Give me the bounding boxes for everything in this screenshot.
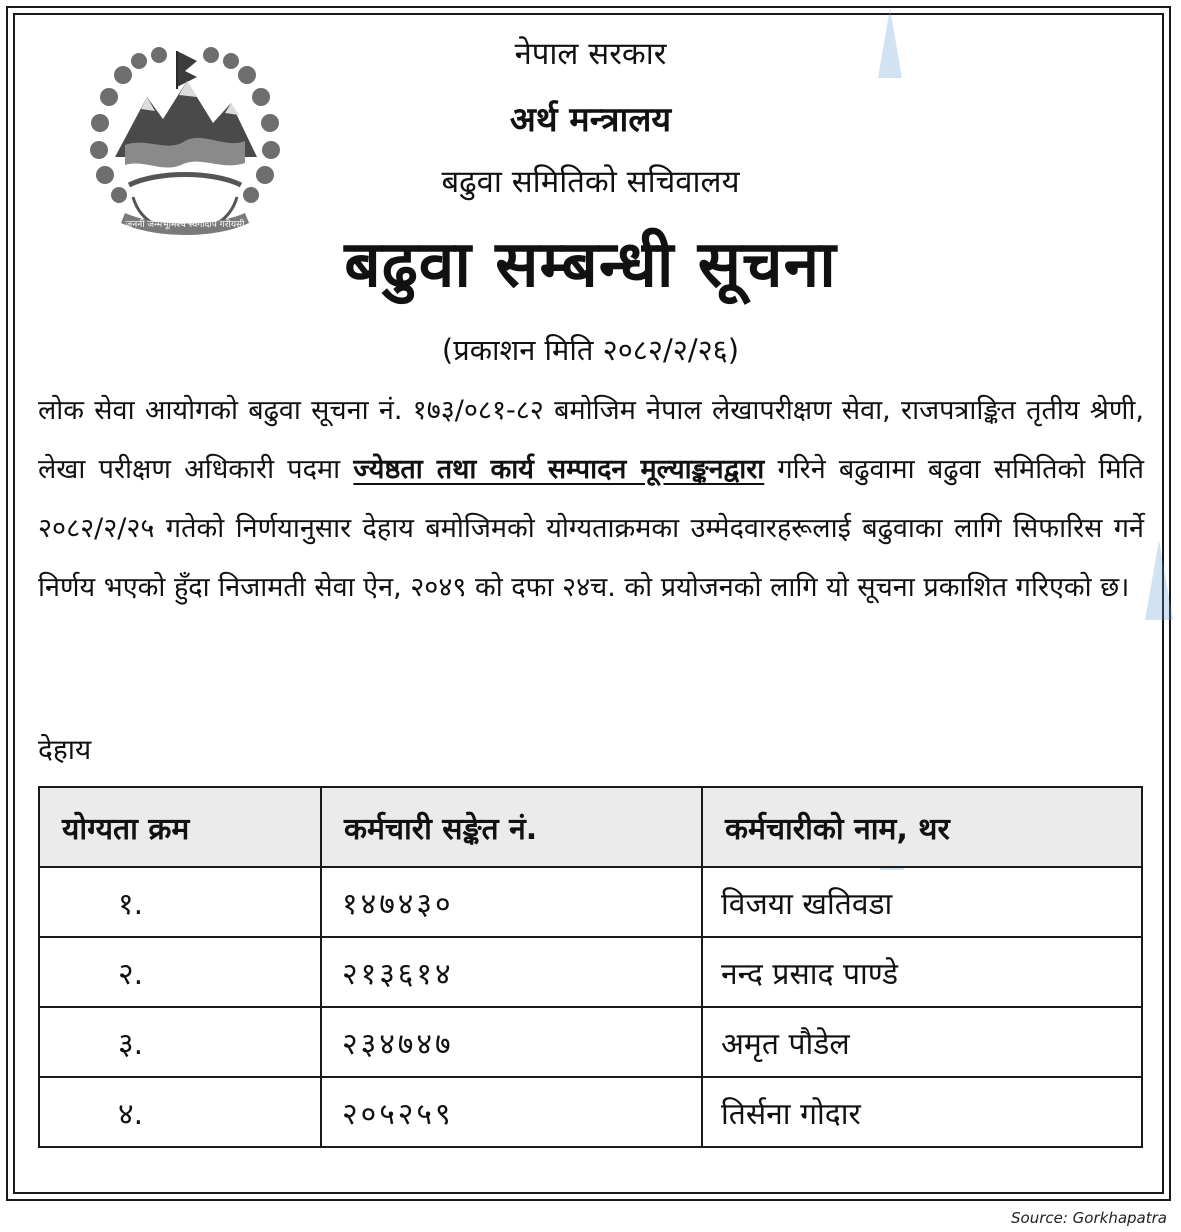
table-row bbox=[39, 1007, 1142, 1077]
employee-code-cell: २३४७४७ bbox=[321, 1007, 702, 1077]
government-name: नेपाल सरकार bbox=[514, 36, 667, 72]
employee-name-cell: विजया खतिवडा bbox=[702, 867, 1142, 937]
source-credit: Source: Gorkhapatra bbox=[1011, 1209, 1167, 1227]
header-rank: योग्यता क्रम bbox=[39, 787, 321, 867]
employee-code-cell: २०५२५९ bbox=[321, 1077, 702, 1147]
table-row bbox=[39, 1077, 1142, 1147]
notice-body bbox=[38, 381, 1144, 617]
notice-text-part1: लोक सेवा आयोगको बढुवा सूचना नं. १७३/०८१-८२ बमोजिम नेपाल लेखापरीक्षण सेवा, राजपत्राङ्कित तृतीय श्रेणी, लेखा परीक्षण अधिकारी पदमा bbox=[38, 395, 1144, 485]
rank-cell: ३. bbox=[39, 1007, 321, 1077]
secretariat-name: बढुवा समितिको सचिवालय bbox=[441, 164, 740, 200]
watermark-arrow-icon bbox=[1145, 540, 1173, 620]
employee-code-cell: १४७४३० bbox=[321, 867, 702, 937]
rank-cell: ४. bbox=[39, 1077, 321, 1147]
publication-date: (प्रकाशन मिति २०८२/२/२६) bbox=[441, 333, 740, 367]
table-row bbox=[39, 867, 1142, 937]
notice-emphasis: ज्येष्ठता तथा कार्य सम्पादन मूल्याङ्कनद्वारा bbox=[353, 454, 765, 485]
emblem-ribbon-text: जननी जन्मभूमिश्च स्वर्गादपि गरीयसी bbox=[125, 220, 245, 230]
page-title: बढुवा सम्बन्धी सूचना bbox=[344, 228, 837, 302]
header-name: कर्मचारीको नाम, थर bbox=[702, 787, 1142, 867]
rank-cell: १. bbox=[39, 867, 321, 937]
table-header-row bbox=[39, 787, 1142, 867]
notice-text-part2: गरिने बढुवामा बढुवा समितिको मिति २०८२/२/२५ गतेको निर्णयानुसार देहाय बमोजिमको योग्यताक्रमका उम्मेदवारहरूलाई बढुवाका लागि सिफारिस गर्ने निर्णय भएको हुँदा निजामती सेवा ऐन, २०४९ को दफा २४च. को प्रयोजनको लागि यो सूचना प्रकाशित गरिएको छ। bbox=[38, 454, 1144, 603]
header-code: कर्मचारी सङ्केत नं. bbox=[321, 787, 702, 867]
employee-name-cell: तिर्सना गोदार bbox=[702, 1077, 1142, 1147]
appendix-label: देहाय bbox=[38, 733, 92, 766]
promotion-table bbox=[38, 786, 1143, 1148]
table-row bbox=[39, 937, 1142, 1007]
employee-name-cell: अमृत पौडेल bbox=[702, 1007, 1142, 1077]
employee-code-cell: २१३६१४ bbox=[321, 937, 702, 1007]
ministry-name: अर्थ मन्त्रालय bbox=[509, 100, 672, 140]
employee-name-cell: नन्द प्रसाद पाण्डे bbox=[702, 937, 1142, 1007]
nepal-government-emblem bbox=[85, 45, 285, 240]
rank-cell: २. bbox=[39, 937, 321, 1007]
